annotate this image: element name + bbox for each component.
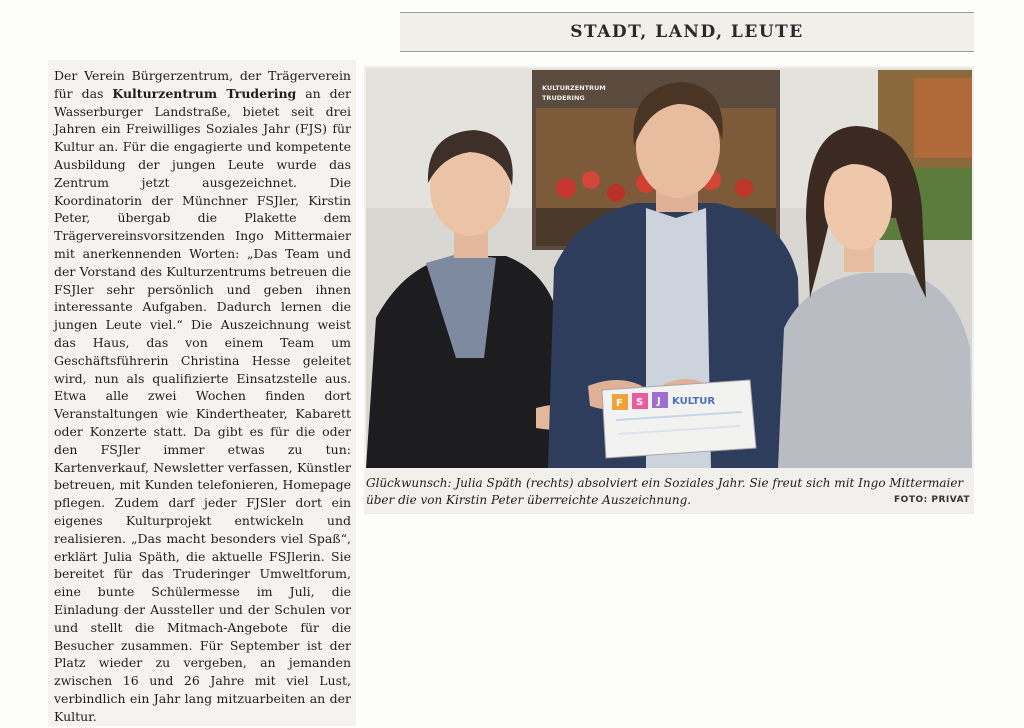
- section-header: [400, 12, 974, 52]
- article-highlight: Kulturzentrum Trudering: [112, 85, 297, 101]
- plaque-letter-j: J: [657, 396, 661, 407]
- photo-caption: Glückwunsch: Julia Späth (rechts) absolviert ein Soziales Jahr. Sie freut sich mit Ingo Mittermaier über die von Kirstin Peter überreichte Auszeichnung.: [366, 476, 964, 507]
- plaque-letter-s: S: [636, 397, 644, 408]
- photo-credit: FOTO: PRIVAT: [894, 495, 970, 505]
- plaque-text: KULTUR: [672, 396, 716, 407]
- article-intro: Der Verein Bürgerzentrum, der Trägerverein für das: [54, 68, 351, 101]
- article-column: [48, 60, 356, 726]
- poster-text-2: TRUDERING: [542, 94, 585, 102]
- photo-box: [364, 66, 974, 514]
- article-text: [54, 67, 351, 725]
- press-photo: [366, 68, 972, 468]
- poster-text-1: KULTURZENTRUM: [542, 84, 606, 92]
- article-body: an der Wasserburger Landstraße, bietet seit drei Jahren ein Freiwilliges Soziales Jahr (FJS) für Kultur an. Für die engagierte und kompetente Ausbildung der jungen Leute wurde das Zentrum jetzt ausgezeichnet. Die Koordinatorin der Münchner FSJler, Kirstin Peter, übergab die Plakette dem Trägervereinsvorsitzenden Ingo Mittermaier mit anerkennenden Worten: „Das Team und der Vorstand des Kulturzentrums betreuen die FSJler sehr persönlich und geben ihnen interessante Aufgaben. Dadurch lernen die jungen Leute viel.“ Die Auszeichnung weist das Haus, das von einem Team um Geschäftsführerin Christina Hesse geleitet wird, nun als qualifizierte Einsatzstelle aus. Etwa alle zwei Wochen finden dort Veranstaltungen wie Kindertheater, Kabarett oder Konzerte statt. Da gibt es für die oder den FSJler immer etwas zu tun: Kartenverkauf, Newsletter verfassen, Künstler betreuen, mit Kunden telefonieren, Homepage pflegen. Zudem darf jeder FJSler dort ein eigenes Kulturprojekt entwickeln und realisieren. „Das macht besonders viel Spaß“, erklärt Julia Späth, die aktuelle FSJlerin. Sie bereitet für das Truderinger Umweltforum, eine bunte Schülermesse im Juli, die Einladung der Aussteller und der Schulen vor und stellt die Mitmach-Angebote für die Besucher zusammen. Für September ist der Platz wieder zu vergeben, an jemanden zwischen 16 und 26 Jahre mit viel Lust, verbindlich ein Jahr lang mitzuarbeiten an der Kultur.: [54, 85, 352, 724]
- photo-illustration: [366, 68, 972, 468]
- plaque-letter-f: F: [616, 398, 623, 409]
- section-title: STADT, LAND, LEUTE: [570, 22, 804, 42]
- plaque: [602, 380, 756, 458]
